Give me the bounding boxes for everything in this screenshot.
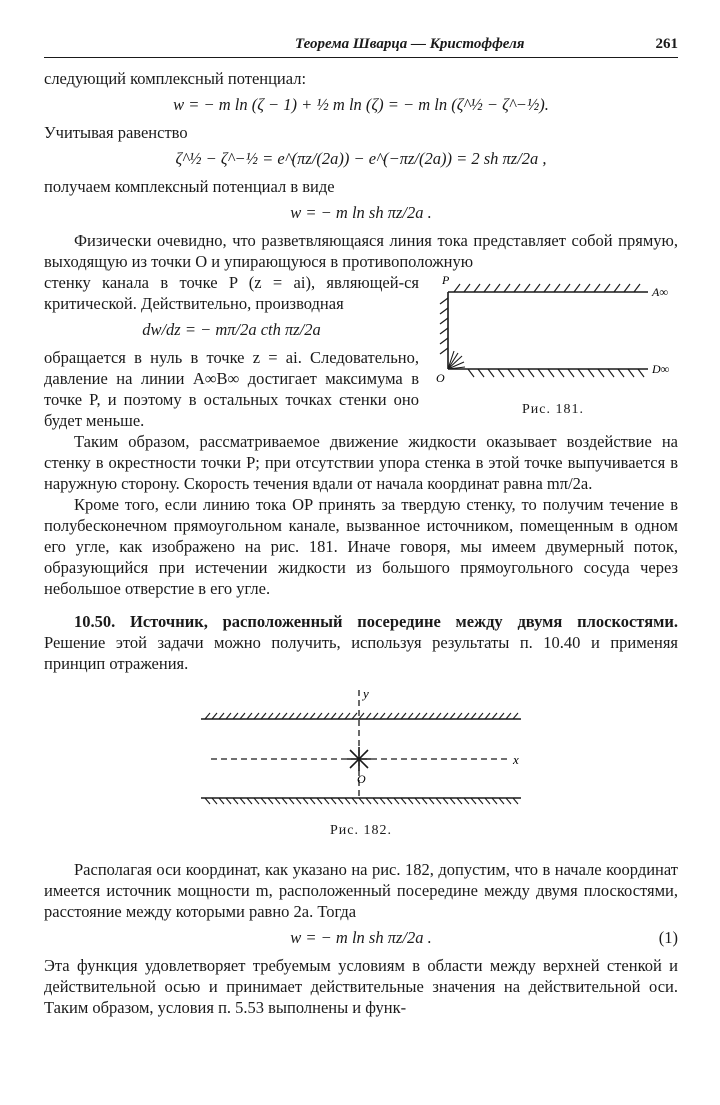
hatch-mark <box>331 798 336 804</box>
left-wall-hatch <box>440 298 448 354</box>
hatch-mark <box>478 798 483 804</box>
hatch-mark <box>359 798 364 804</box>
hatch-mark <box>254 798 259 804</box>
equation-1: w = − m ln (ζ − 1) + ½ m ln (ζ) = − m ln (ζ^½ − ζ^−½). <box>173 95 549 114</box>
hatch-mark <box>457 713 462 719</box>
hatch-mark <box>226 713 231 719</box>
hatch-mark <box>450 798 455 804</box>
hatch-mark <box>226 798 231 804</box>
paragraph-6: Таким образом, рассматриваемое движение жидкости оказывает воздействие на стенку в окрестности точки P; при отсутствии упора стенка в этой точке выпучивается в наружную сторону. Скорость течения вдали от начала координат равна mπ/2a. <box>44 432 678 493</box>
hatch-mark <box>275 798 280 804</box>
hatch-mark <box>408 798 413 804</box>
hatch-mark <box>289 713 294 719</box>
hatch-mark <box>380 798 385 804</box>
source-star-icon <box>347 747 371 771</box>
hatch-mark <box>373 798 378 804</box>
hatch-mark <box>387 713 392 719</box>
label-A-inf: A∞ <box>652 285 668 299</box>
hatch-mark <box>296 713 301 719</box>
paragraph-4: Физически очевидно, что разветвляющаяся линия тока представляет собой прямую, выходящую из точки O и упирающуюся в противоположную <box>44 231 678 271</box>
hatch-mark <box>366 713 371 719</box>
hatch-mark <box>513 798 518 804</box>
hatch-mark <box>205 798 210 804</box>
hatch-mark <box>324 798 329 804</box>
figure-181-drawing <box>428 274 678 394</box>
hatch-mark <box>268 713 273 719</box>
hatch-mark <box>310 713 315 719</box>
section-title: 10.50. Источник, расположенный посередине между двумя плоскостями. <box>74 612 678 631</box>
hatch-mark <box>317 713 322 719</box>
paragraph-8 <box>44 611 678 674</box>
hatch-mark <box>324 713 329 719</box>
hatch-mark <box>499 713 504 719</box>
hatch-mark <box>436 713 441 719</box>
hatch-mark <box>457 798 462 804</box>
equation-5-row <box>44 927 678 948</box>
hatch-mark <box>240 798 245 804</box>
hatch-mark <box>478 713 483 719</box>
paragraph-5: обращается в нуль в точке z = ai. Следовательно, давление на линии A∞B∞ достигает максимума в точке P, и поэтому в остальных точках стенки оно будет меньше. <box>44 348 419 430</box>
figure-182 <box>191 686 531 816</box>
hatch-mark <box>247 798 252 804</box>
hatch-mark <box>499 798 504 804</box>
hatch-mark <box>254 713 259 719</box>
label-P: P <box>442 274 450 287</box>
hatch-mark <box>380 713 385 719</box>
hatch-mark <box>485 713 490 719</box>
axis-label-x: x <box>513 752 519 767</box>
hatch-mark <box>394 713 399 719</box>
paragraph-1: следующий комплексный потенциал: <box>44 69 307 88</box>
label-D-inf: D∞ <box>652 362 670 376</box>
hatch-mark <box>506 713 511 719</box>
paragraph-8-text: Решение этой задачи можно получить, используя результаты п. 10.40 и применяя принцип отражения. <box>44 633 678 673</box>
hatch-mark <box>345 798 350 804</box>
hatch-mark <box>513 713 518 719</box>
lower-plane-hatch <box>205 798 518 804</box>
equation-2: ζ^½ − ζ^−½ = e^(πz/(2a)) − e^(−πz/(2a)) = 2 sh πz/2a , <box>175 149 547 168</box>
hatch-mark <box>415 798 420 804</box>
hatch-mark <box>471 798 476 804</box>
hatch-mark <box>282 713 287 719</box>
hatch-mark <box>331 713 336 719</box>
hatch-mark <box>359 713 364 719</box>
hatch-mark <box>219 713 224 719</box>
hatch-mark <box>289 798 294 804</box>
bottom-wall-hatch <box>468 369 644 377</box>
wrapped-text <box>44 272 419 431</box>
hatch-mark <box>205 713 210 719</box>
hatch-mark <box>464 713 469 719</box>
hatch-mark <box>219 798 224 804</box>
hatch-mark <box>261 713 266 719</box>
hatch-mark <box>464 798 469 804</box>
paragraph-10: Эта функция удовлетворяет требуемым условиям в области между верхней стенкой и действительной осью и принимает действительные значения на действительной оси. Таким образом, условия п. 5.53 выполнены и функ- <box>44 956 678 1017</box>
hatch-mark <box>212 798 217 804</box>
figure-181 <box>428 274 678 431</box>
label-O: O <box>436 371 445 385</box>
hatch-mark <box>338 713 343 719</box>
paragraph-2: Учитывая равенство <box>44 123 188 142</box>
hatch-mark <box>275 713 280 719</box>
paragraph-9: Располагая оси координат, как указано на рис. 182, допустим, что в начале координат имеется источник мощности m, расположенный посередине между двумя плоскостями, расстояние между которыми равно 2a. Тогда <box>44 860 678 921</box>
hatch-mark <box>303 798 308 804</box>
page-number: 261 <box>655 36 678 52</box>
running-title: Теорема Шварца — Кристоффеля <box>294 36 525 52</box>
hatch-mark <box>352 798 357 804</box>
hatch-mark <box>233 713 238 719</box>
hatch-mark <box>443 798 448 804</box>
hatch-mark <box>212 713 217 719</box>
equation-4: dw/dz = − mπ/2a cth πz/2a <box>142 320 321 339</box>
hatch-mark <box>450 713 455 719</box>
origin-label: O <box>357 772 366 786</box>
hatch-mark <box>422 798 427 804</box>
hatch-mark <box>233 798 238 804</box>
hatch-mark <box>317 798 322 804</box>
paragraph-4-wrap: стенку канала в точке P (z = ai), являющей-ся критической. Действительно, производная <box>44 273 419 313</box>
hatch-mark <box>492 713 497 719</box>
hatch-mark <box>240 713 245 719</box>
hatch-mark <box>394 798 399 804</box>
top-wall-hatch <box>454 284 640 292</box>
hatch-mark <box>422 713 427 719</box>
hatch-mark <box>415 713 420 719</box>
paragraph-7: Кроме того, если линию тока OP принять за твердую стенку, то получим течение в полубесконечном прямоугольном канале, вызванное источником, помещенным в одном его угле, как изображено на рис. 181. Иначе говоря, мы имеем двумерный поток, образующийся при истечении жидкости из большого прямоугольного сосуда через небольшое отверстие в его угле. <box>44 495 678 598</box>
hatch-mark <box>408 713 413 719</box>
hatch-mark <box>296 798 301 804</box>
source-icon <box>448 351 465 369</box>
hatch-mark <box>345 713 350 719</box>
axis-label-y: y <box>363 686 369 701</box>
hatch-mark <box>366 798 371 804</box>
hatch-mark <box>443 713 448 719</box>
hatch-mark <box>401 798 406 804</box>
hatch-mark <box>338 798 343 804</box>
figure-181-caption: Рис. 181. <box>522 402 584 417</box>
hatch-mark <box>373 713 378 719</box>
hatch-mark <box>471 713 476 719</box>
hatch-mark <box>310 798 315 804</box>
equation-5-number: (1) <box>658 928 678 947</box>
hatch-mark <box>429 713 434 719</box>
hatch-mark <box>485 798 490 804</box>
upper-plane-hatch <box>205 713 518 719</box>
hatch-mark <box>492 798 497 804</box>
hatch-mark <box>268 798 273 804</box>
page-header <box>44 34 678 58</box>
hatch-mark <box>247 713 252 719</box>
hatch-mark <box>261 798 266 804</box>
hatch-mark <box>506 798 511 804</box>
hatch-mark <box>387 798 392 804</box>
equation-5: w = − m ln sh πz/2a . <box>290 928 432 947</box>
figure-182-caption: Рис. 182. <box>330 823 392 838</box>
hatch-mark <box>401 713 406 719</box>
hatch-mark <box>436 798 441 804</box>
paragraph-3: получаем комплексный потенциал в виде <box>44 177 335 196</box>
hatch-mark <box>282 798 287 804</box>
figure-181-wrap <box>44 272 678 431</box>
equation-3: w = − m ln sh πz/2a . <box>290 203 432 222</box>
hatch-mark <box>429 798 434 804</box>
hatch-mark <box>352 713 357 719</box>
hatch-mark <box>303 713 308 719</box>
